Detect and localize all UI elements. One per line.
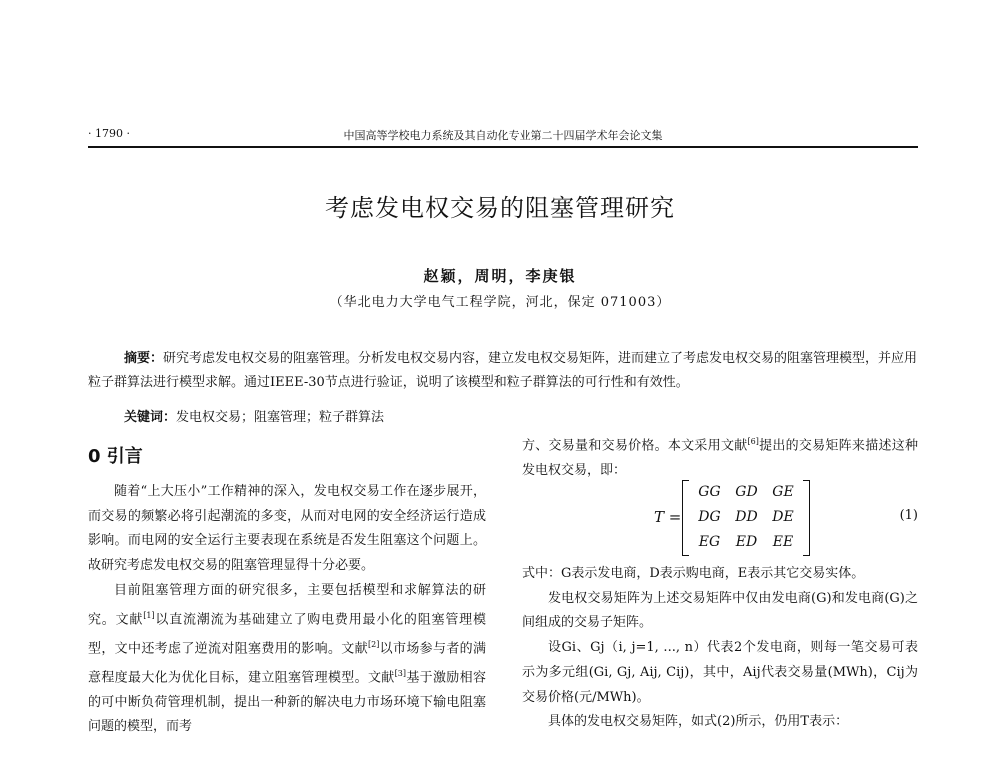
header-rule	[88, 146, 918, 148]
matrix-cell: GG	[698, 484, 721, 500]
intro-paragraph-1: 随着“上大压小”工作精神的深入，发电权交易工作在逐步展开，而交易的频繁必将引起潮流的多变，从而对电网的安全经济运行造成影响。而电网的安全运行主要表现在系统是否发生阻塞这个问题上。故研究考虑发电权交易的阻塞管理显得十分必要。	[88, 484, 486, 574]
citation-1: [1]	[143, 610, 155, 620]
matrix-cell: GE	[772, 484, 794, 500]
text-run: 以市场参与者的满意程度最大化为优化目标，建立阻塞管理模型。文献	[88, 640, 486, 685]
matrix-cell: EG	[698, 534, 721, 550]
right-column-top	[522, 430, 918, 484]
paper-title: 考虑发电权交易的阻塞管理研究	[325, 194, 675, 222]
keywords	[124, 406, 384, 425]
matrix-cell: EE	[772, 534, 794, 550]
keywords-label: 关键词：	[124, 410, 177, 425]
citation-2: [2]	[367, 639, 380, 649]
journal-title: 中国高等学校电力系统及其自动化专业第二十四届学术年会论文集	[343, 129, 663, 142]
matrix-intro	[522, 430, 918, 484]
citation-3: [3]	[394, 668, 406, 678]
citation-6: [6]	[747, 437, 759, 446]
matrix-cell: DD	[735, 509, 758, 525]
affiliation: （华北电力大学电气工程学院，河北，保定 071003）	[329, 295, 671, 310]
matrix-cell: ED	[735, 534, 758, 550]
text-run: 方、交易量和交易价格。本文采用文献	[522, 438, 748, 454]
matrix-row	[683, 530, 809, 555]
section-heading: 0 引言	[88, 446, 143, 467]
matrix-row	[683, 505, 809, 530]
equation-1	[522, 480, 918, 558]
text-run: 提出的交易矩阵来描述这种发电权交易，即：	[522, 438, 918, 479]
matrix-row	[683, 480, 809, 505]
text-run: 目前阻塞管理方面的研究很多，主要包括模型和求解算法的研究。文献	[88, 582, 486, 627]
text-run: 以直流潮流为基础建立了购电费用最小化的阻塞管理模型，文中还考虑了逆流对阻塞费用的影响。文献	[88, 611, 486, 656]
running-header	[88, 127, 918, 145]
abstract-label: 摘要：	[124, 351, 164, 366]
matrix2-intro: 具体的发电权交易矩阵，如式(2)所示，仍用T表示：	[548, 714, 849, 730]
intro-paragraph-2	[88, 579, 486, 740]
keywords-text: 发电权交易；阻塞管理；粒子群算法	[176, 410, 385, 425]
matrix-cell: GD	[735, 484, 758, 500]
authors: 赵颖，周明，李庚银	[423, 267, 577, 285]
symbol-definition: 式中：G表示发电商，D表示购电商，E表示其它交易实体。	[522, 566, 865, 581]
matrix-cell: DE	[772, 509, 794, 525]
right-column-body	[522, 562, 918, 735]
equation-number: (1)	[899, 508, 918, 523]
tuple-paragraph: 设Gi、Gj（i, j=1, ..., n）代表2个发电商，则每一笔交易可表示为多元组(Gi, Gj, Aij, Cij)，其中，Aij代表交易量(MWh)，Cij为交易价格(元/MWh)。	[522, 640, 918, 705]
text-run: 基于激励相容的可中断负荷管理机制，提出一种新的解决电力市场环境下输电阻塞问题的模型，而考	[88, 669, 486, 735]
left-column	[88, 480, 486, 740]
abstract	[88, 347, 918, 395]
equation-lhs: T =	[654, 508, 682, 526]
matrix-cell: DG	[698, 509, 721, 525]
trade-matrix	[682, 480, 810, 556]
abstract-text: 研究考虑发电权交易的阻塞管理。分析发电权交易内容，建立发电权交易矩阵，进而建立了考虑发电权交易的阻塞管理模型，并应用粒子群算法进行模型求解。通过IEEE-30节点进行验证，说明了该模型和粒子群算法的可行性和有效性。	[88, 351, 918, 390]
page-number: · 1790 ·	[88, 127, 130, 140]
submatrix-paragraph: 发电权交易矩阵为上述交易矩阵中仅由发电商(G)和发电商(G)之间组成的交易子矩阵。	[522, 590, 918, 631]
